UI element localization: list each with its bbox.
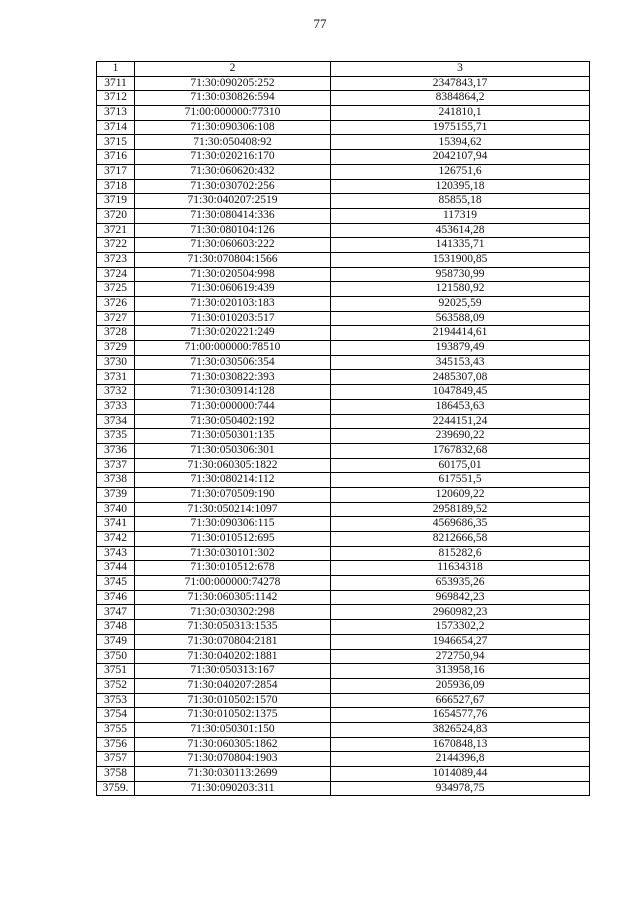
table-row xyxy=(97,649,590,664)
value-cell: 666527,67 xyxy=(331,693,590,708)
table-row xyxy=(97,135,590,150)
row-number-cell: 3748 xyxy=(97,620,135,635)
cadastral-number-cell: 71:30:020504:998 xyxy=(135,267,331,282)
value-cell: 345153,43 xyxy=(331,355,590,370)
page-number: 77 xyxy=(313,16,327,31)
row-number-cell: 3724 xyxy=(97,267,135,282)
table-row xyxy=(97,473,590,488)
cadastral-number-cell: 71:30:050301:150 xyxy=(135,722,331,737)
value-cell: 60175,01 xyxy=(331,458,590,473)
value-cell: 2042107,94 xyxy=(331,150,590,165)
table-row xyxy=(97,664,590,679)
row-number-cell: 3728 xyxy=(97,326,135,341)
row-number-cell: 3741 xyxy=(97,517,135,532)
table-row xyxy=(97,370,590,385)
row-number-cell: 3714 xyxy=(97,120,135,135)
value-cell: 92025,59 xyxy=(331,297,590,312)
table-row xyxy=(97,164,590,179)
table-row xyxy=(97,76,590,91)
cadastral-number-cell: 71:30:090205:252 xyxy=(135,76,331,91)
table-row xyxy=(97,634,590,649)
table-row xyxy=(97,91,590,106)
value-cell: 8212666,58 xyxy=(331,532,590,547)
table-row xyxy=(97,708,590,723)
row-number-cell: 3735 xyxy=(97,429,135,444)
cadastral-number-cell: 71:30:070804:1903 xyxy=(135,752,331,767)
value-cell: 1654577,76 xyxy=(331,708,590,723)
table-row xyxy=(97,781,590,796)
cadastral-number-cell: 71:30:050301:135 xyxy=(135,429,331,444)
row-number-cell: 3734 xyxy=(97,414,135,429)
row-number-cell: 3721 xyxy=(97,223,135,238)
table-row xyxy=(97,355,590,370)
value-cell: 4569686,35 xyxy=(331,517,590,532)
cadastral-number-cell: 71:30:080104:126 xyxy=(135,223,331,238)
table-row xyxy=(97,311,590,326)
cadastral-number-cell: 71:30:050408:92 xyxy=(135,135,331,150)
cadastral-number-cell: 71:30:010203:517 xyxy=(135,311,331,326)
value-cell: 1047849,45 xyxy=(331,385,590,400)
table-row xyxy=(97,414,590,429)
row-number-cell: 3738 xyxy=(97,473,135,488)
value-cell: 2347843,17 xyxy=(331,76,590,91)
table-row xyxy=(97,238,590,253)
cadastral-number-cell: 71:30:090306:108 xyxy=(135,120,331,135)
value-cell: 1531900,85 xyxy=(331,252,590,267)
table-row xyxy=(97,267,590,282)
row-number-cell: 3718 xyxy=(97,179,135,194)
row-number-cell: 3740 xyxy=(97,502,135,517)
table-row xyxy=(97,678,590,693)
value-cell: 11634318 xyxy=(331,561,590,576)
row-number-cell: 3751 xyxy=(97,664,135,679)
table-row xyxy=(97,517,590,532)
table-row xyxy=(97,399,590,414)
table-row xyxy=(97,194,590,209)
cadastral-number-cell: 71:30:060603:222 xyxy=(135,238,331,253)
cadastral-number-cell: 71:30:010512:678 xyxy=(135,561,331,576)
cadastral-number-cell: 71:30:050313:167 xyxy=(135,664,331,679)
row-number-cell: 3730 xyxy=(97,355,135,370)
value-cell: 2485307,08 xyxy=(331,370,590,385)
row-number-cell: 3737 xyxy=(97,458,135,473)
value-cell: 969842,23 xyxy=(331,590,590,605)
column-header-number: 1 xyxy=(97,62,135,77)
table-row xyxy=(97,737,590,752)
cadastral-number-cell: 71:30:050313:1535 xyxy=(135,620,331,635)
cadastral-number-cell: 71:30:070804:1566 xyxy=(135,252,331,267)
row-number-cell: 3712 xyxy=(97,91,135,106)
value-cell: 121580,92 xyxy=(331,282,590,297)
cadastral-number-cell: 71:30:090306:115 xyxy=(135,517,331,532)
cadastral-number-cell: 71:30:070804:2181 xyxy=(135,634,331,649)
table-header-row xyxy=(97,62,590,77)
value-cell: 85855,18 xyxy=(331,194,590,209)
cadastral-number-cell: 71:30:010502:1570 xyxy=(135,693,331,708)
table-row xyxy=(97,458,590,473)
row-number-cell: 3759. xyxy=(97,781,135,796)
row-number-cell: 3752 xyxy=(97,678,135,693)
value-cell: 1670848,13 xyxy=(331,737,590,752)
cadastral-number-cell: 71:00:000000:78510 xyxy=(135,341,331,356)
cadastral-number-cell: 71:30:020216:170 xyxy=(135,150,331,165)
table-row xyxy=(97,297,590,312)
cadastral-number-cell: 71:30:070509:190 xyxy=(135,487,331,502)
value-cell: 205936,09 xyxy=(331,678,590,693)
cadastral-number-cell: 71:30:060619:439 xyxy=(135,282,331,297)
value-cell: 3826524,83 xyxy=(331,722,590,737)
value-cell: 1946654,27 xyxy=(331,634,590,649)
cadastral-number-cell: 71:30:020221:249 xyxy=(135,326,331,341)
cadastral-number-cell: 71:30:060305:1862 xyxy=(135,737,331,752)
table-row xyxy=(97,282,590,297)
cadastral-number-cell: 71:30:060305:1822 xyxy=(135,458,331,473)
row-number-cell: 3726 xyxy=(97,297,135,312)
table-row xyxy=(97,252,590,267)
row-number-cell: 3747 xyxy=(97,605,135,620)
cadastral-number-cell: 71:00:000000:77310 xyxy=(135,106,331,121)
table-row xyxy=(97,620,590,635)
value-cell: 934978,75 xyxy=(331,781,590,796)
row-number-cell: 3755 xyxy=(97,722,135,737)
value-cell: 1975155,71 xyxy=(331,120,590,135)
row-number-cell: 3732 xyxy=(97,385,135,400)
value-cell: 126751,6 xyxy=(331,164,590,179)
cadastral-number-cell: 71:30:060305:1142 xyxy=(135,590,331,605)
table-row xyxy=(97,223,590,238)
registry-table xyxy=(96,61,590,796)
table-row xyxy=(97,590,590,605)
table-row xyxy=(97,429,590,444)
cadastral-number-cell: 71:30:040207:2519 xyxy=(135,194,331,209)
value-cell: 2244151,24 xyxy=(331,414,590,429)
cadastral-number-cell: 71:30:020103:183 xyxy=(135,297,331,312)
value-cell: 653935,26 xyxy=(331,576,590,591)
value-cell: 186453,63 xyxy=(331,399,590,414)
row-number-cell: 3720 xyxy=(97,208,135,223)
row-number-cell: 3719 xyxy=(97,194,135,209)
cadastral-number-cell: 71:30:050306:301 xyxy=(135,443,331,458)
table-row xyxy=(97,326,590,341)
cadastral-number-cell: 71:30:030101:302 xyxy=(135,546,331,561)
table-row xyxy=(97,502,590,517)
value-cell: 2144396,8 xyxy=(331,752,590,767)
cadastral-number-cell: 71:30:040207:2854 xyxy=(135,678,331,693)
value-cell: 120395,18 xyxy=(331,179,590,194)
cadastral-number-cell: 71:30:030914:128 xyxy=(135,385,331,400)
table-row xyxy=(97,693,590,708)
value-cell: 241810,1 xyxy=(331,106,590,121)
cadastral-number-cell: 71:30:030113:2699 xyxy=(135,767,331,782)
row-number-cell: 3731 xyxy=(97,370,135,385)
value-cell: 239690,22 xyxy=(331,429,590,444)
value-cell: 141335,71 xyxy=(331,238,590,253)
table-body xyxy=(97,76,590,796)
table-row xyxy=(97,532,590,547)
row-number-cell: 3725 xyxy=(97,282,135,297)
cadastral-number-cell: 71:30:060620:432 xyxy=(135,164,331,179)
column-header-cadastral-number: 2 xyxy=(135,62,331,77)
cadastral-number-cell: 71:30:050402:192 xyxy=(135,414,331,429)
value-cell: 1767832,68 xyxy=(331,443,590,458)
row-number-cell: 3749 xyxy=(97,634,135,649)
value-cell: 2960982,23 xyxy=(331,605,590,620)
column-header-value: 3 xyxy=(331,62,590,77)
value-cell: 193879,49 xyxy=(331,341,590,356)
table-row xyxy=(97,487,590,502)
row-number-cell: 3753 xyxy=(97,693,135,708)
row-number-cell: 3736 xyxy=(97,443,135,458)
value-cell: 453614,28 xyxy=(331,223,590,238)
row-number-cell: 3750 xyxy=(97,649,135,664)
row-number-cell: 3756 xyxy=(97,737,135,752)
row-number-cell: 3715 xyxy=(97,135,135,150)
table-row xyxy=(97,385,590,400)
row-number-cell: 3742 xyxy=(97,532,135,547)
cadastral-number-cell: 71:30:050214:1097 xyxy=(135,502,331,517)
table-row xyxy=(97,722,590,737)
value-cell: 117319 xyxy=(331,208,590,223)
table-row xyxy=(97,341,590,356)
table-row xyxy=(97,752,590,767)
row-number-cell: 3758 xyxy=(97,767,135,782)
table-row xyxy=(97,546,590,561)
value-cell: 15394,62 xyxy=(331,135,590,150)
value-cell: 2958189,52 xyxy=(331,502,590,517)
cadastral-number-cell: 71:30:010512:695 xyxy=(135,532,331,547)
row-number-cell: 3757 xyxy=(97,752,135,767)
row-number-cell: 3711 xyxy=(97,76,135,91)
row-number-cell: 3716 xyxy=(97,150,135,165)
cadastral-number-cell: 71:30:030302:298 xyxy=(135,605,331,620)
row-number-cell: 3739 xyxy=(97,487,135,502)
value-cell: 8384864,2 xyxy=(331,91,590,106)
cadastral-number-cell: 71:00:000000:74278 xyxy=(135,576,331,591)
cadastral-number-cell: 71:30:000000:744 xyxy=(135,399,331,414)
table-row xyxy=(97,106,590,121)
cadastral-number-cell: 71:30:040202:1881 xyxy=(135,649,331,664)
row-number-cell: 3746 xyxy=(97,590,135,605)
row-number-cell: 3722 xyxy=(97,238,135,253)
row-number-cell: 3743 xyxy=(97,546,135,561)
cadastral-number-cell: 71:30:090203:311 xyxy=(135,781,331,796)
table-row xyxy=(97,208,590,223)
value-cell: 1014089,44 xyxy=(331,767,590,782)
cadastral-number-cell: 71:30:030826:594 xyxy=(135,91,331,106)
value-cell: 2194414,61 xyxy=(331,326,590,341)
table-row xyxy=(97,443,590,458)
row-number-cell: 3754 xyxy=(97,708,135,723)
value-cell: 958730,99 xyxy=(331,267,590,282)
row-number-cell: 3733 xyxy=(97,399,135,414)
value-cell: 563588,09 xyxy=(331,311,590,326)
row-number-cell: 3717 xyxy=(97,164,135,179)
row-number-cell: 3723 xyxy=(97,252,135,267)
table-row xyxy=(97,150,590,165)
cadastral-number-cell: 71:30:030702:256 xyxy=(135,179,331,194)
table-row xyxy=(97,179,590,194)
row-number-cell: 3744 xyxy=(97,561,135,576)
table-row xyxy=(97,767,590,782)
cadastral-number-cell: 71:30:080214:112 xyxy=(135,473,331,488)
value-cell: 815282,6 xyxy=(331,546,590,561)
value-cell: 1573302,2 xyxy=(331,620,590,635)
cadastral-number-cell: 71:30:080414:336 xyxy=(135,208,331,223)
value-cell: 617551,5 xyxy=(331,473,590,488)
row-number-cell: 3727 xyxy=(97,311,135,326)
row-number-cell: 3745 xyxy=(97,576,135,591)
table-row xyxy=(97,120,590,135)
row-number-cell: 3729 xyxy=(97,341,135,356)
value-cell: 120609,22 xyxy=(331,487,590,502)
cadastral-number-cell: 71:30:030822:393 xyxy=(135,370,331,385)
cadastral-number-cell: 71:30:010502:1375 xyxy=(135,708,331,723)
value-cell: 272750,94 xyxy=(331,649,590,664)
table-row xyxy=(97,605,590,620)
row-number-cell: 3713 xyxy=(97,106,135,121)
table-row xyxy=(97,561,590,576)
value-cell: 313958,16 xyxy=(331,664,590,679)
table-row xyxy=(97,576,590,591)
cadastral-number-cell: 71:30:030506:354 xyxy=(135,355,331,370)
